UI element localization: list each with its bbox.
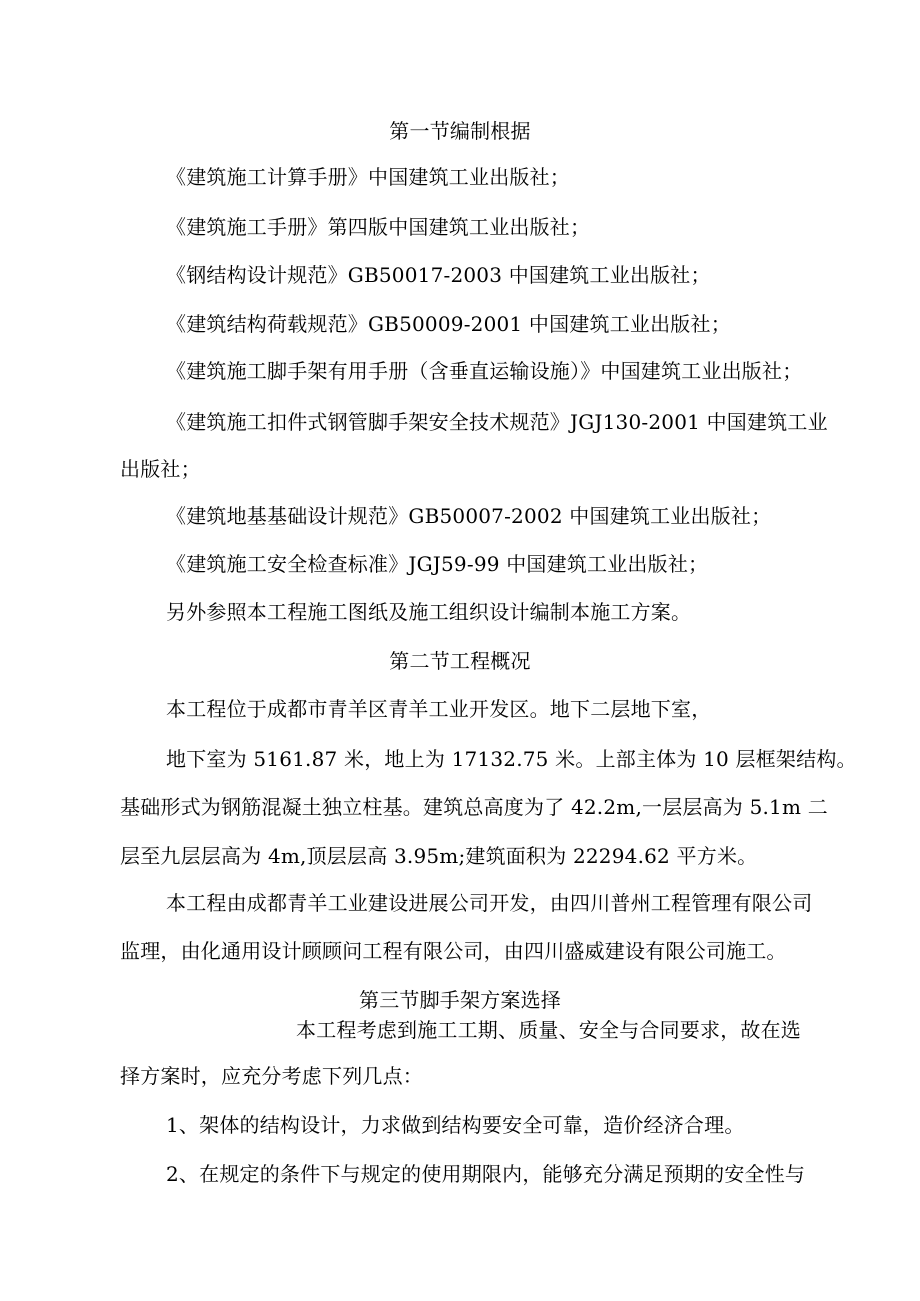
paragraph-line: 择方案时，应充分考虑下列几点： (120, 1064, 423, 1088)
section-3-heading: 第三节脚手架方案选择 (359, 988, 561, 1012)
reference-item: 《建筑结构荷载规范》GB50009-2001 中国建筑工业出版社； (166, 312, 731, 336)
reference-item: 《建筑施工计算手册》中国建筑工业出版社； (166, 165, 570, 189)
paragraph-line: 层至九层层高为 4m,顶层层高 3.95m;建筑面积为 22294.62 平方米。 (120, 844, 758, 868)
paragraph-line: 本工程位于成都市青羊区青羊工业开发区。地下二层地下室， (166, 697, 712, 721)
paragraph-line: 本工程由成都青羊工业建设进展公司开发，由四川普州工程管理有限公司 (166, 891, 813, 915)
reference-item: 《建筑施工扣件式钢管脚手架安全技术规范》JGJ130-2001 中国建筑工业 (166, 410, 828, 434)
section-1-heading: 第一节编制根据 (389, 119, 531, 143)
paragraph: 另外参照本工程施工图纸及施工组织设计编制本施工方案。 (166, 600, 692, 624)
paragraph-line: 基础形式为钢筋混凝土独立柱基。建筑总高度为了 42.2m,一层层高为 5.1m 二 (120, 795, 828, 819)
reference-item: 《建筑地基基础设计规范》GB50007-2002 中国建筑工业出版社； (166, 504, 772, 528)
list-item: 2、在规定的条件下与规定的使用期限内，能够充分满足预期的安全性与 (166, 1162, 806, 1186)
paragraph-line: 地下室为 5161.87 米，地上为 17132.75 米。上部主体为 10 层框架结构。 (166, 747, 857, 771)
list-item: 1、架体的结构设计，力求做到结构要安全可靠，造价经济合理。 (166, 1113, 745, 1137)
reference-item: 《建筑施工手册》第四版中国建筑工业出版社； (166, 215, 591, 239)
reference-item: 《建筑施工安全检查标准》JGJ59-99 中国建筑工业出版社； (166, 552, 709, 576)
reference-item: 《钢结构设计规范》GB50017-2003 中国建筑工业出版社； (166, 263, 711, 287)
section-2-heading: 第二节工程概况 (389, 649, 531, 673)
reference-item: 《建筑施工脚手架有用手册（含垂直运输设施）》中国建筑工业出版社； (166, 359, 803, 383)
paragraph-line: 监理，由化通用设计顾顾问工程有限公司，由四川盛威建设有限公司施工。 (120, 939, 787, 963)
paragraph-line: 本工程考虑到施工工期、质量、安全与合同要求，故在选 (296, 1018, 801, 1042)
reference-item-continued: 出版社； (120, 457, 201, 481)
